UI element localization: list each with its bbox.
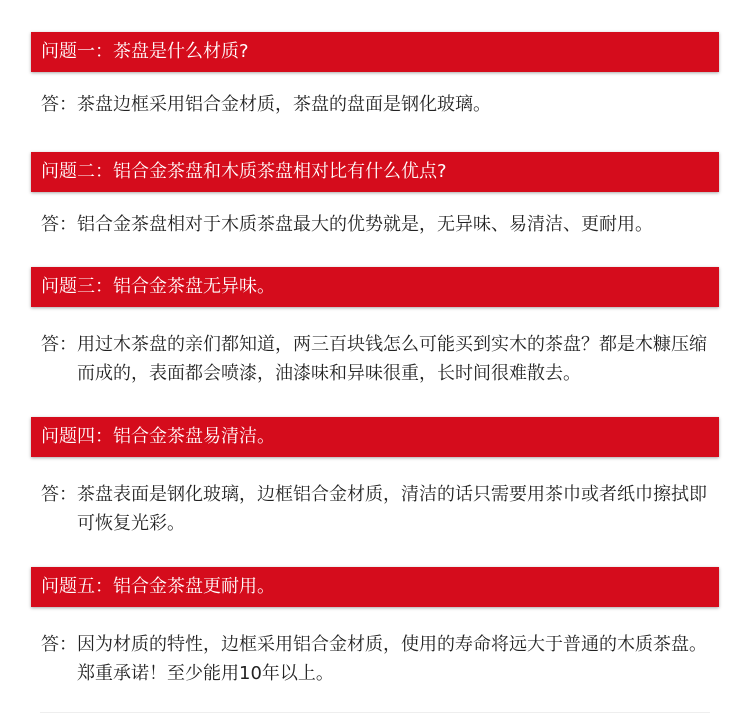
answer-text: 铝合金茶盘相对于木质茶盘最大的优势就是，无异味、易清洁、更耐用。 bbox=[77, 214, 653, 235]
answer-prefix: 答： bbox=[41, 214, 77, 235]
answer-prefix: 答： bbox=[41, 334, 77, 355]
answer-text: 用过木茶盘的亲们都知道，两三百块钱怎么可能买到实木的茶盘？都是木糠压缩而成的，表面都会喷漆，油漆味和异味很重，长时间很难散去。 bbox=[77, 334, 707, 384]
faq-list bbox=[31, 32, 719, 688]
question-bar-4: 问题四：铝合金茶盘易清洁。 bbox=[31, 417, 719, 457]
answer-prefix: 答： bbox=[41, 94, 77, 115]
answer-4 bbox=[31, 480, 719, 538]
answer-1 bbox=[31, 90, 719, 119]
answer-text: 茶盘表面是钢化玻璃，边框铝合金材质，清洁的话只需要用茶巾或者纸巾擦拭即可恢复光彩。 bbox=[77, 484, 707, 534]
answer-text: 因为材质的特性，边框采用铝合金材质，使用的寿命将远大于普通的木质茶盘。郑重承诺！至少能用10年以上。 bbox=[77, 634, 707, 684]
answer-5 bbox=[31, 630, 719, 688]
question-bar-2: 问题二：铝合金茶盘和木质茶盘相对比有什么优点? bbox=[31, 152, 719, 192]
question-bar-3: 问题三：铝合金茶盘无异味。 bbox=[31, 267, 719, 307]
answer-prefix: 答： bbox=[41, 634, 77, 655]
question-bar-1: 问题一：茶盘是什么材质? bbox=[31, 32, 719, 72]
answer-prefix: 答： bbox=[41, 484, 77, 505]
answer-3 bbox=[31, 330, 719, 388]
question-bar-5: 问题五：铝合金茶盘更耐用。 bbox=[31, 567, 719, 607]
footer-divider bbox=[40, 712, 710, 713]
answer-text: 茶盘边框采用铝合金材质，茶盘的盘面是钢化玻璃。 bbox=[77, 94, 491, 115]
answer-2 bbox=[31, 210, 719, 239]
